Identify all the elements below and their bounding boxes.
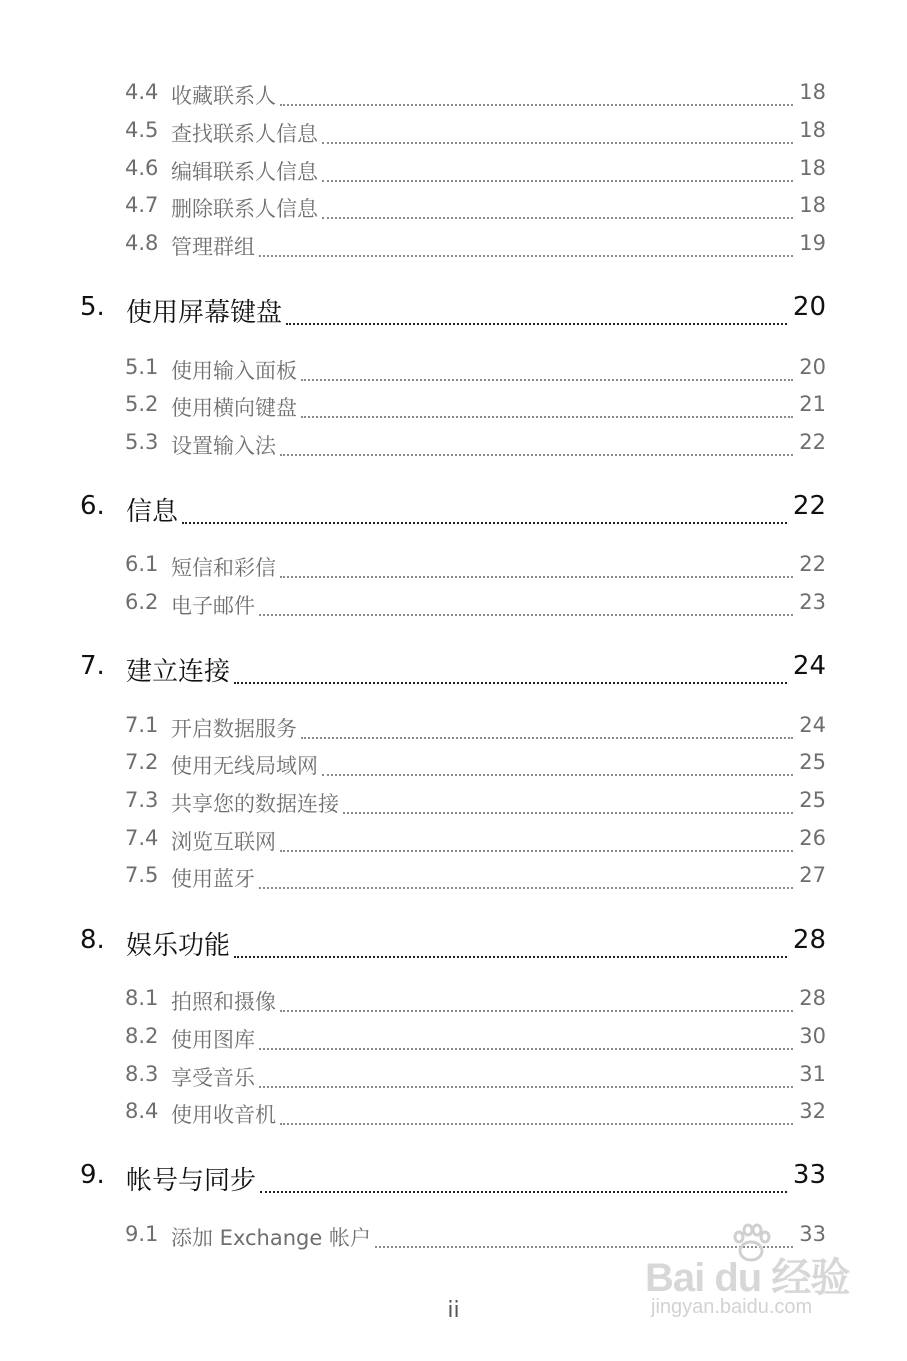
toc-entry-number: 6. [80,491,105,521]
toc-entry-title: 电子邮件 [171,594,255,618]
toc-section-entry[interactable] [0,355,907,385]
toc-entry-title: 使用无线局域网 [171,754,318,778]
toc-entry-page: 30 [799,1024,826,1048]
toc-entry-page: 25 [799,788,826,812]
toc-entry-title: 共享您的数据连接 [171,792,339,816]
toc-entry-page: 25 [799,750,826,774]
toc-chapter-entry[interactable] [0,1160,907,1196]
toc-entry-page: 18 [799,118,826,142]
toc-entry-number: 4.7 [125,193,159,217]
toc-section-entry[interactable] [0,1062,907,1092]
toc-entry-page: 28 [799,986,826,1010]
toc-entry-page: 33 [792,1160,826,1190]
toc-entry-title: 收藏联系人 [171,84,276,108]
toc-dot-leader [259,1086,793,1088]
toc-dot-leader [259,1048,793,1050]
toc-entry-title: 查找联系人信息 [171,122,318,146]
toc-dot-leader [322,142,793,144]
baidu-jingyan-watermark [645,1222,855,1322]
toc-dot-leader [301,737,793,739]
toc-section-entry[interactable] [0,392,907,422]
toc-entry-page: 33 [799,1222,826,1246]
toc-entry-number: 5.2 [125,392,159,416]
toc-dot-leader [280,1123,793,1125]
toc-dot-leader [234,682,787,684]
toc-section-entry[interactable] [0,1099,907,1129]
toc-entry-page: 24 [799,713,826,737]
toc-entry-number: 8. [80,925,105,955]
toc-entry-title: 帐号与同步 [126,1166,257,1196]
toc-dot-leader [182,522,787,524]
toc-entry-number: 8.3 [125,1062,159,1086]
toc-entry-number: 4.5 [125,118,159,142]
toc-entry-number: 4.4 [125,80,159,104]
toc-entry-title: 使用收音机 [171,1103,276,1127]
toc-entry-number: 6.1 [125,552,159,576]
toc-dot-leader [280,576,793,578]
toc-entry-title: 浏览互联网 [171,830,276,854]
toc-dot-leader [301,416,793,418]
toc-entry-number: 6.2 [125,590,159,614]
toc-entry-page: 26 [799,826,826,850]
toc-dot-leader [322,180,793,182]
toc-entry-page: 32 [799,1099,826,1123]
toc-section-entry[interactable] [0,118,907,148]
watermark-brand: Bai du 经验 [645,1256,850,1300]
toc-entry-page: 19 [799,231,826,255]
toc-dot-leader [280,850,793,852]
toc-entry-title: 删除联系人信息 [171,197,318,221]
toc-dot-leader [280,454,793,456]
toc-entry-page: 31 [799,1062,826,1086]
toc-entry-page: 23 [799,590,826,614]
toc-entry-page: 24 [792,651,826,681]
toc-entry-number: 7.4 [125,826,159,850]
toc-entry-number: 7.3 [125,788,159,812]
toc-chapter-entry[interactable] [0,925,907,961]
toc-entry-page: 28 [792,925,826,955]
toc-entry-title: 短信和彩信 [171,556,276,580]
toc-entry-number: 8.1 [125,986,159,1010]
toc-entry-title: 设置输入法 [171,434,276,458]
toc-entry-page: 20 [799,355,826,379]
toc-entry-number: 5.1 [125,355,159,379]
toc-chapter-entry[interactable] [0,651,907,687]
toc-chapter-entry[interactable] [0,292,907,328]
toc-section-entry[interactable] [0,193,907,223]
page-number: ii [447,1298,460,1323]
toc-entry-number: 4.8 [125,231,159,255]
toc-entry-title: 使用横向键盘 [171,396,297,420]
toc-section-entry[interactable] [0,231,907,261]
toc-section-entry[interactable] [0,986,907,1016]
toc-entry-number: 7.1 [125,713,159,737]
toc-section-entry[interactable] [0,430,907,460]
toc-entry-title: 拍照和摄像 [171,990,276,1014]
toc-section-entry[interactable] [0,788,907,818]
toc-dot-leader [343,812,793,814]
toc-entry-title: 享受音乐 [171,1066,255,1090]
toc-entry-page: 22 [799,430,826,454]
toc-entry-number: 9.1 [125,1222,159,1246]
toc-entry-title: 管理群组 [171,235,255,259]
toc-entry-title: 使用图库 [171,1028,255,1052]
toc-dot-leader [280,104,793,106]
toc-dot-leader [286,323,787,325]
toc-entry-page: 18 [799,193,826,217]
toc-dot-leader [259,614,793,616]
toc-entry-title: 使用输入面板 [171,359,297,383]
toc-entry-number: 8.2 [125,1024,159,1048]
toc-entry-page: 22 [792,491,826,521]
toc-section-entry[interactable] [0,156,907,186]
toc-entry-page: 27 [799,863,826,887]
toc-dot-leader [280,1010,793,1012]
toc-entry-title: 开启数据服务 [171,717,297,741]
watermark-url: jingyan.baidu.com [651,1296,813,1318]
toc-dot-leader [301,379,793,381]
toc-section-entry[interactable] [0,590,907,620]
toc-entry-title: 娱乐功能 [126,931,231,961]
toc-entry-number: 5. [80,292,105,322]
toc-entry-title: 使用蓝牙 [171,867,255,891]
toc-entry-page: 18 [799,80,826,104]
toc-dot-leader [260,1191,787,1193]
toc-entry-page: 18 [799,156,826,180]
toc-chapter-entry[interactable] [0,491,907,527]
toc-entry-number: 7.2 [125,750,159,774]
toc-entry-title: 建立连接 [126,657,231,687]
toc-section-entry[interactable] [0,552,907,582]
toc-entry-number: 7. [80,651,105,681]
toc-entry-page: 21 [799,392,826,416]
toc-section-entry[interactable] [0,1024,907,1054]
toc-entry-title: 编辑联系人信息 [171,160,318,184]
toc-section-entry[interactable] [0,863,907,893]
toc-section-entry[interactable] [0,713,907,743]
toc-section-entry[interactable] [0,826,907,856]
toc-entry-page: 20 [792,292,826,322]
toc-dot-leader [259,255,793,257]
toc-section-entry[interactable] [0,80,907,110]
toc-entry-title: 信息 [126,497,179,527]
toc-dot-leader [322,217,793,219]
toc-entry-number: 5.3 [125,430,159,454]
toc-section-entry[interactable] [0,750,907,780]
toc-entry-number: 7.5 [125,863,159,887]
toc-entry-title: 添加 Exchange 帐户 [171,1226,371,1250]
toc-dot-leader [234,956,787,958]
toc-entry-number: 9. [80,1160,105,1190]
toc-dot-leader [259,887,793,889]
toc-entry-page: 22 [799,552,826,576]
toc-dot-leader [322,774,793,776]
toc-entry-number: 8.4 [125,1099,159,1123]
toc-entry-number: 4.6 [125,156,159,180]
toc-entry-title: 使用屏幕键盘 [126,298,283,328]
